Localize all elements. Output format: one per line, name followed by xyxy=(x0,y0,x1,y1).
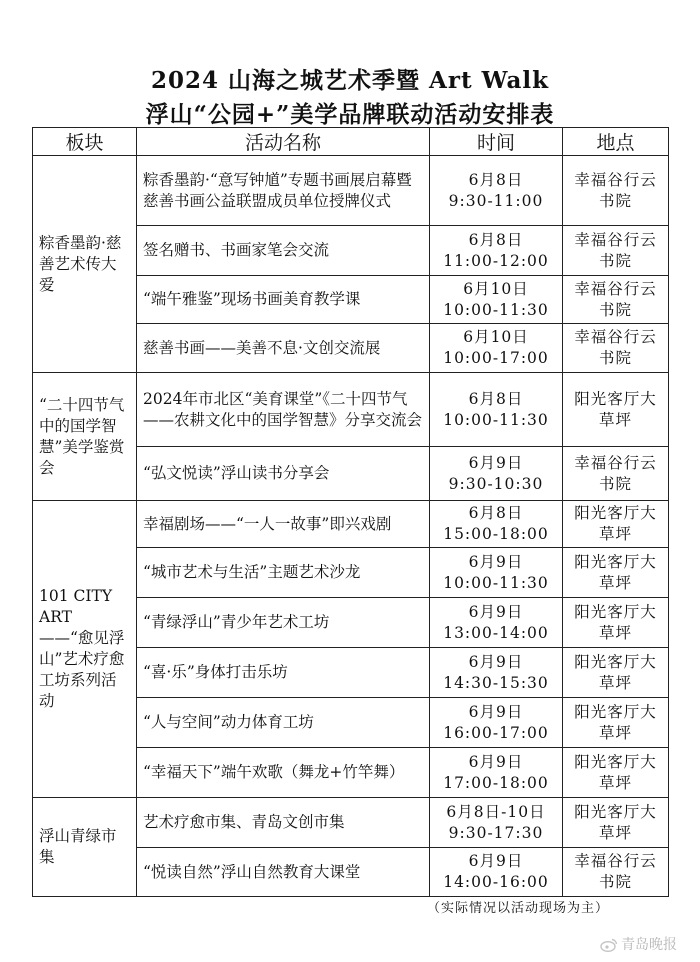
activity-cell: “人与空间”动力体育工坊 xyxy=(137,698,430,748)
activity-cell: 幸福剧场——“一人一故事”即兴戏剧 xyxy=(137,501,430,548)
watermark-text: 青岛晚报 xyxy=(621,937,677,953)
footnote: （实际情况以活动现场为主） xyxy=(426,901,609,916)
activity-cell: 慈善书画——美善不息·文创交流展 xyxy=(137,324,430,373)
location-cell: 幸福谷行云书院 xyxy=(563,848,669,897)
weibo-icon xyxy=(600,938,618,952)
time-cell xyxy=(430,156,563,226)
time-text: 10:00-17:00 xyxy=(443,349,549,367)
time-cell xyxy=(430,598,563,648)
location-cell: 阳光客厅大草坪 xyxy=(563,501,669,548)
location-cell: 阳光客厅大草坪 xyxy=(563,748,669,798)
location-cell: 幸福谷行云书院 xyxy=(563,324,669,373)
time-text: 10:00-11:30 xyxy=(443,410,549,429)
date-text: 6月9日 xyxy=(468,602,524,621)
date-text: 6月10日 xyxy=(463,328,529,346)
time-cell xyxy=(430,748,563,798)
time-text: 17:00-18:00 xyxy=(443,773,549,792)
block-cell: 101 CITY ART ——“愈见浮山”艺术疗愈工坊系列活动 xyxy=(33,501,137,798)
time-text: 9:30-11:00 xyxy=(448,191,544,210)
time-cell xyxy=(430,848,563,897)
location-cell: 幸福谷行云书院 xyxy=(563,226,669,276)
header-row xyxy=(33,128,669,156)
activity-cell: “青绿浮山”青少年艺术工坊 xyxy=(137,598,430,648)
block-cell: 粽香墨韵·慈善艺术传大爱 xyxy=(33,156,137,373)
date-text: 6月8日 xyxy=(468,504,524,522)
time-cell xyxy=(430,226,563,276)
table-row xyxy=(33,373,669,447)
time-text: 14:30-15:30 xyxy=(443,673,549,692)
time-text: 14:00-16:00 xyxy=(443,873,549,891)
location-cell: 幸福谷行云书院 xyxy=(563,156,669,226)
block-cell: “二十四节气中的国学智慧”美学鉴赏会 xyxy=(33,373,137,501)
location-cell: 阳光客厅大草坪 xyxy=(563,598,669,648)
header-block: 板块 xyxy=(33,128,137,156)
date-text: 6月8日 xyxy=(468,230,524,249)
activity-cell: “喜·乐”身体打击乐坊 xyxy=(137,648,430,698)
location-cell: 阳光客厅大草坪 xyxy=(563,648,669,698)
date-text: 6月8日 xyxy=(468,170,524,189)
header-activity: 活动名称 xyxy=(137,128,430,156)
time-cell xyxy=(430,373,563,447)
time-text: 11:00-12:00 xyxy=(443,251,549,270)
header-time: 时间 xyxy=(430,128,563,156)
title-line-1: 2024 山海之城艺术季暨 Art Walk xyxy=(150,67,550,94)
time-text: 16:00-17:00 xyxy=(443,723,549,742)
location-cell: 阳光客厅大草坪 xyxy=(563,698,669,748)
time-text: 13:00-14:00 xyxy=(443,623,549,642)
watermark xyxy=(600,934,677,954)
table-row xyxy=(33,156,669,226)
date-text: 6月9日 xyxy=(468,852,524,870)
time-text: 10:00-11:30 xyxy=(443,300,549,319)
activity-cell: “弘文悦读”浮山读书分享会 xyxy=(137,447,430,501)
time-text: 9:30-17:30 xyxy=(448,823,544,842)
header-location: 地点 xyxy=(563,128,669,156)
activity-cell: “悦读自然”浮山自然教育大课堂 xyxy=(137,848,430,897)
location-cell: 阳光客厅大草坪 xyxy=(563,798,669,848)
activity-cell: 签名赠书、书画家笔会交流 xyxy=(137,226,430,276)
time-cell xyxy=(430,276,563,324)
date-text: 6月8日-10日 xyxy=(446,802,546,821)
time-cell xyxy=(430,698,563,748)
location-cell: 幸福谷行云书院 xyxy=(563,447,669,501)
time-text: 10:00-11:30 xyxy=(443,573,549,592)
time-cell xyxy=(430,501,563,548)
date-text: 6月9日 xyxy=(468,453,524,472)
time-text: 15:00-18:00 xyxy=(443,525,549,543)
activity-cell: 粽香墨韵·“意写钟馗”专题书画展启幕暨慈善书画公益联盟成员单位授牌仪式 xyxy=(137,156,430,226)
date-text: 6月10日 xyxy=(463,279,529,298)
activity-cell: “城市艺术与生活”主题艺术沙龙 xyxy=(137,548,430,598)
activity-cell: 艺术疗愈市集、青岛文创市集 xyxy=(137,798,430,848)
location-cell: 阳光客厅大草坪 xyxy=(563,373,669,447)
activity-cell: “端午雅鉴”现场书画美育教学课 xyxy=(137,276,430,324)
time-cell xyxy=(430,447,563,501)
table-row xyxy=(33,798,669,848)
location-cell: 阳光客厅大草坪 xyxy=(563,548,669,598)
date-text: 6月9日 xyxy=(468,752,524,771)
date-text: 6月8日 xyxy=(468,389,524,408)
time-text: 9:30-10:30 xyxy=(448,474,544,493)
activity-cell: “幸福天下”端午欢歌（舞龙+竹竿舞） xyxy=(137,748,430,798)
date-text: 6月9日 xyxy=(468,652,524,671)
schedule-table xyxy=(32,127,669,897)
time-cell xyxy=(430,798,563,848)
date-text: 6月9日 xyxy=(468,552,524,571)
title-line-2: 浮山“公园+”美学品牌联动活动安排表 xyxy=(145,101,555,128)
date-text: 6月9日 xyxy=(468,702,524,721)
time-cell xyxy=(430,548,563,598)
time-cell xyxy=(430,648,563,698)
time-cell xyxy=(430,324,563,373)
activity-cell: 2024年市北区“美育课堂”《二十四节气——农耕文化中的国学智慧》分享交流会 xyxy=(137,373,430,447)
table-row xyxy=(33,501,669,548)
block-cell: 浮山青绿市集 xyxy=(33,798,137,897)
location-cell: 幸福谷行云书院 xyxy=(563,276,669,324)
